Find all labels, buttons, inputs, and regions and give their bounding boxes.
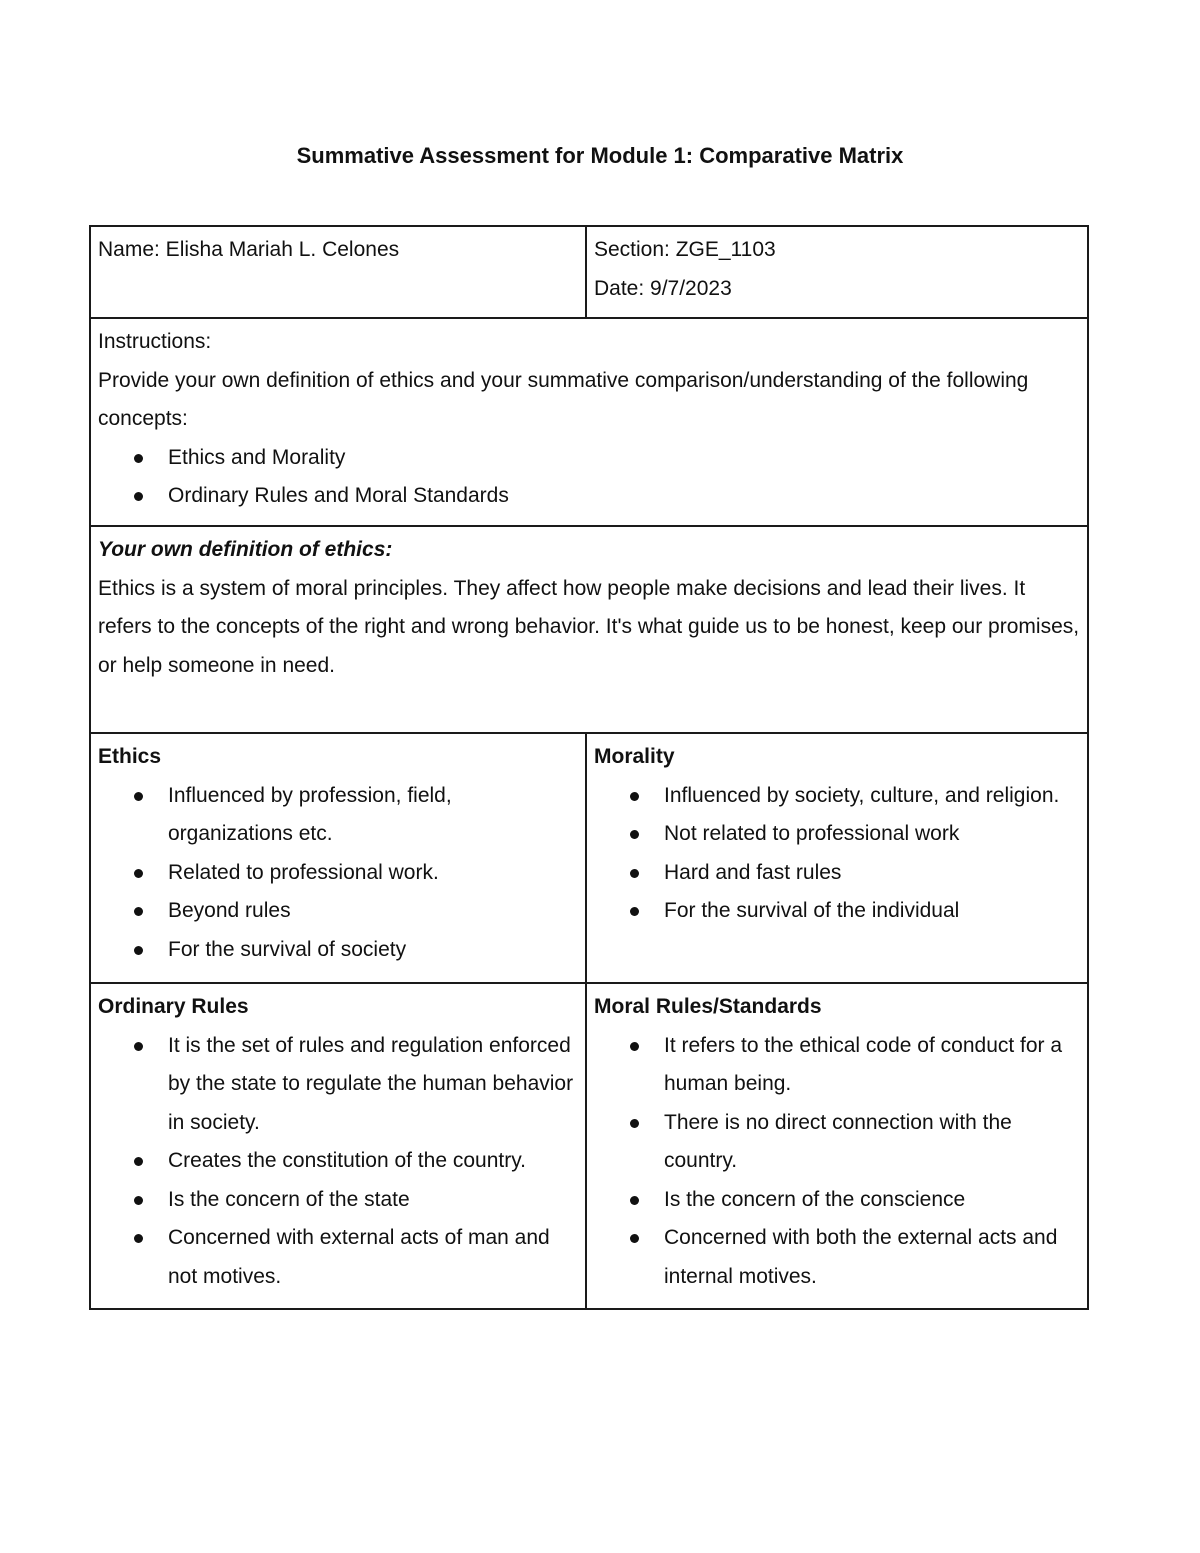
ethics-heading: Ethics bbox=[98, 745, 162, 768]
list-item: For the survival of society bbox=[168, 931, 578, 970]
morality-list bbox=[594, 777, 1080, 931]
ethics-list bbox=[98, 777, 578, 970]
definition-text: Ethics is a system of moral principles. They affect how people make decisions and lead their lives. It refers to the concepts of the right and wrong behavior. It's what guide us to be honest, keep our promises, or help someone in need. bbox=[98, 576, 1080, 677]
bullet-icon bbox=[630, 830, 639, 839]
bullet-icon bbox=[630, 792, 639, 801]
bullet-icon bbox=[134, 1196, 143, 1205]
bullet-icon bbox=[134, 1234, 143, 1243]
list-item: Ethics and Morality bbox=[168, 439, 1080, 478]
instructions-cell bbox=[90, 318, 1088, 526]
moral-standards-cell bbox=[586, 983, 1088, 1309]
list-item: It refers to the ethical code of conduct for a human being. bbox=[664, 1027, 1080, 1104]
rules-standards-row bbox=[90, 983, 1088, 1309]
instructions-row bbox=[90, 318, 1088, 526]
ordinary-rules-heading: Ordinary Rules bbox=[98, 995, 249, 1018]
definition-cell bbox=[90, 526, 1088, 733]
morality-cell bbox=[586, 733, 1088, 983]
bullet-icon bbox=[630, 907, 639, 916]
list-item: Beyond rules bbox=[168, 892, 578, 931]
bullet-icon bbox=[134, 1157, 143, 1166]
list-item: There is no direct connection with the country. bbox=[664, 1104, 1080, 1181]
bullet-icon bbox=[630, 1234, 639, 1243]
definition-row bbox=[90, 526, 1088, 733]
instructions-text: Provide your own definition of ethics and your summative comparison/understanding of the following concepts: bbox=[98, 368, 1029, 430]
bullet-icon bbox=[630, 869, 639, 878]
bullet-icon bbox=[134, 492, 143, 501]
section-value: Section: ZGE_1103 bbox=[594, 238, 776, 261]
bullet-icon bbox=[630, 1196, 639, 1205]
ethics-cell bbox=[90, 733, 586, 983]
list-item: Influenced by profession, field, organizations etc. bbox=[168, 777, 578, 854]
list-item: Related to professional work. bbox=[168, 854, 578, 893]
list-item: Concerned with external acts of man and not motives. bbox=[168, 1219, 578, 1296]
bullet-icon bbox=[134, 907, 143, 916]
instructions-list bbox=[98, 439, 1080, 516]
student-info-row bbox=[90, 226, 1088, 318]
list-item: Is the concern of the state bbox=[168, 1181, 578, 1220]
list-item: Not related to professional work bbox=[664, 815, 1080, 854]
bullet-icon bbox=[134, 792, 143, 801]
bullet-icon bbox=[134, 869, 143, 878]
ordinary-rules-list bbox=[98, 1027, 578, 1297]
moral-standards-list bbox=[594, 1027, 1080, 1297]
list-item: Is the concern of the conscience bbox=[664, 1181, 1080, 1220]
comparative-matrix-table bbox=[89, 225, 1089, 1310]
list-item: Concerned with both the external acts and internal motives. bbox=[664, 1219, 1080, 1296]
bullet-icon bbox=[134, 454, 143, 463]
instructions-heading: Instructions: bbox=[98, 330, 212, 353]
morality-heading: Morality bbox=[594, 745, 675, 768]
list-item: Ordinary Rules and Moral Standards bbox=[168, 477, 1080, 516]
list-item: Influenced by society, culture, and religion. bbox=[664, 777, 1080, 816]
bullet-icon bbox=[134, 946, 143, 955]
page-title: Summative Assessment for Module 1: Comparative Matrix bbox=[296, 143, 904, 168]
list-item: Hard and fast rules bbox=[664, 854, 1080, 893]
moral-standards-heading: Moral Rules/Standards bbox=[594, 995, 822, 1018]
student-name: Name: Elisha Mariah L. Celones bbox=[98, 238, 400, 261]
list-item: Creates the constitution of the country. bbox=[168, 1142, 578, 1181]
bullet-icon bbox=[630, 1119, 639, 1128]
date-value: Date: 9/7/2023 bbox=[594, 276, 732, 300]
list-item: It is the set of rules and regulation enforced by the state to regulate the human behavior in society. bbox=[168, 1027, 578, 1143]
ordinary-rules-cell bbox=[90, 983, 586, 1309]
bullet-icon bbox=[134, 1042, 143, 1051]
list-item: For the survival of the individual bbox=[664, 892, 1080, 931]
section-date-cell bbox=[586, 226, 1088, 318]
definition-heading: Your own definition of ethics: bbox=[98, 538, 393, 561]
ethics-morality-row bbox=[90, 733, 1088, 983]
bullet-icon bbox=[630, 1042, 639, 1051]
name-cell bbox=[90, 226, 586, 318]
